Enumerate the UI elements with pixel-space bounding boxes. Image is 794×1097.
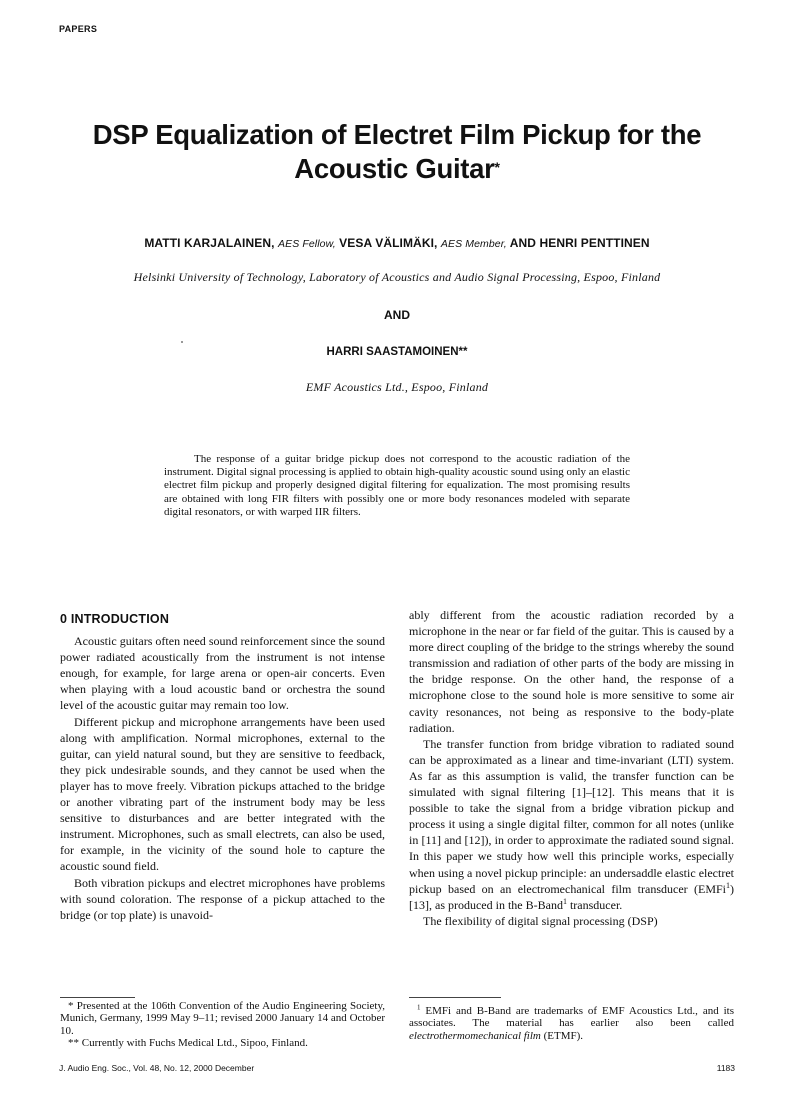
section-label: PAPERS [59,24,98,34]
author-penttinen: AND HENRI PENTTINEN [509,236,650,250]
text-run: transducer. [566,897,623,912]
author-valimaki: VESA VÄLIMÄKI, [339,236,438,250]
text-run: The transfer function from bridge vibration to radiated sound can be approximated as a linear and time-invariant (LTI) system. As far as this assumption is valid, the transfer function can be simulated with signal filtering [1]–[12]. This means that it is possible to take the signal from a bridge vibration pickup and process it using a single digital filter, common for all notes (unlike in [11] and [12]), in order to approximate the radiated sound signal. In this paper we study how well this principle works, especially when using a novel pickup principle: an undersaddle elastic electret pickup based on an electromechanical film transducer (EMFi [409,736,734,896]
footnote-number: 1 [417,1003,421,1012]
abstract: The response of a guitar bridge pickup does not correspond to the acoustic radiation of the instrument. Digital signal processing is applied to obtain high-quality acoustic sound using only an elastic electret film pickup and properly designed digital filtering for equalization. The most promising results are obtained with long FIR filters with possibly one or more body resonances modeled with separate digital resonators, or with warped IIR filters. [164,453,630,518]
footnote-term: electrothermomechanical film [409,1029,541,1042]
footnote: * Presented at the 106th Convention of the Audio Engineering Society, Munich, Germany, 1999 May 9–11; revised 2000 January 14 and October 10. [60,1000,385,1037]
right-column [409,607,734,929]
footnote-ref: 1 [562,896,567,906]
text-run: (ETMF). [540,1029,584,1042]
page-number: 1183 [716,1063,735,1073]
paragraph: Both vibration pickups and electret microphones have problems with sound coloration. The response of a pickup attached to the bridge (or top plate) is unavoid- [60,875,385,922]
affiliation-hut: Helsinki University of Technology, Laboratory of Acoustics and Audio Signal Processing, Espoo, Finland [133,270,661,284]
paragraph: Acoustic guitars often need sound reinforcement since the sound power radiated acoustically from the instrument is not intense enough, for example, for large arena or open-air concerts. Even when playing with a loud acoustic band or orchestra the sound level of the acoustic guitar may remain too low. [60,634,385,713]
text-run: ) [13], as produced in the B-Band [409,881,734,912]
author-line [60,236,734,250]
left-column [60,607,385,923]
footnotes-right [409,1005,734,1042]
and-separator: AND [384,308,410,322]
footnote-ref: 1 [726,880,730,890]
footnotes-left [60,1000,385,1049]
text-run: EMFi and B-Band are trademarks of EMF Acoustics Ltd., and its associates. The material has earlier also been called [409,1005,734,1030]
title-line-1: DSP Equalization of Electret Film Pickup for the [92,119,702,150]
title-footnote-mark: * [494,159,500,175]
journal-citation: J. Audio Eng. Soc., Vol. 48, No. 12, 2000 December [59,1063,255,1073]
paragraph: The flexibility of digital signal processing (DSP) [423,913,658,928]
membership-member: AES Member, [440,238,507,250]
author-karjalainen: MATTI KARJALAINEN, [144,236,275,250]
paragraph: ably different from the acoustic radiation recorded by a microphone in the near or far field of the guitar. This is caused by a more direct coupling of the bridge to the strings whereby the sound transmission and radiation of other parts of the body are missing in the bridge response. On the other hand, the response of a microphone close to the sound hole is more sensitive to some air cavity resonances, not being as responsive to the body-plate radiation. [409,608,734,735]
footnote-rule [60,997,135,998]
stray-dot [181,341,183,343]
paragraph: Different pickup and microphone arrangements have been used along with amplification. Normal microphones, external to the guitar, can yield natural sound, but they are sensitive to feedback, they pick undesirable sounds, and they cannot be used when the player has to move freely. Vibration pickups attached to the bridge or another vibrating part of the instrument body may be less sensitive to disturbances and are better integrated with the instrument. Microphones, such as small electrets, can also be used, for example, in the vicinity of the sound hole to capture the acoustic sound field. [60,714,385,874]
membership-fellow: AES Fellow, [278,238,336,250]
title-line-2: Acoustic Guitar [294,153,495,184]
footnote: ** Currently with Fuchs Medical Ltd., Sipoo, Finland. [68,1036,308,1049]
section-heading: 0 INTRODUCTION [60,612,170,626]
footnote-rule [409,997,501,998]
author-saastamoinen: HARRI SAASTAMOINEN** [326,346,468,358]
paper-title [60,118,734,186]
footnote [409,1005,734,1042]
paragraph [409,736,734,913]
affiliation-emf: EMF Acoustics Ltd., Espoo, Finland [305,380,489,394]
